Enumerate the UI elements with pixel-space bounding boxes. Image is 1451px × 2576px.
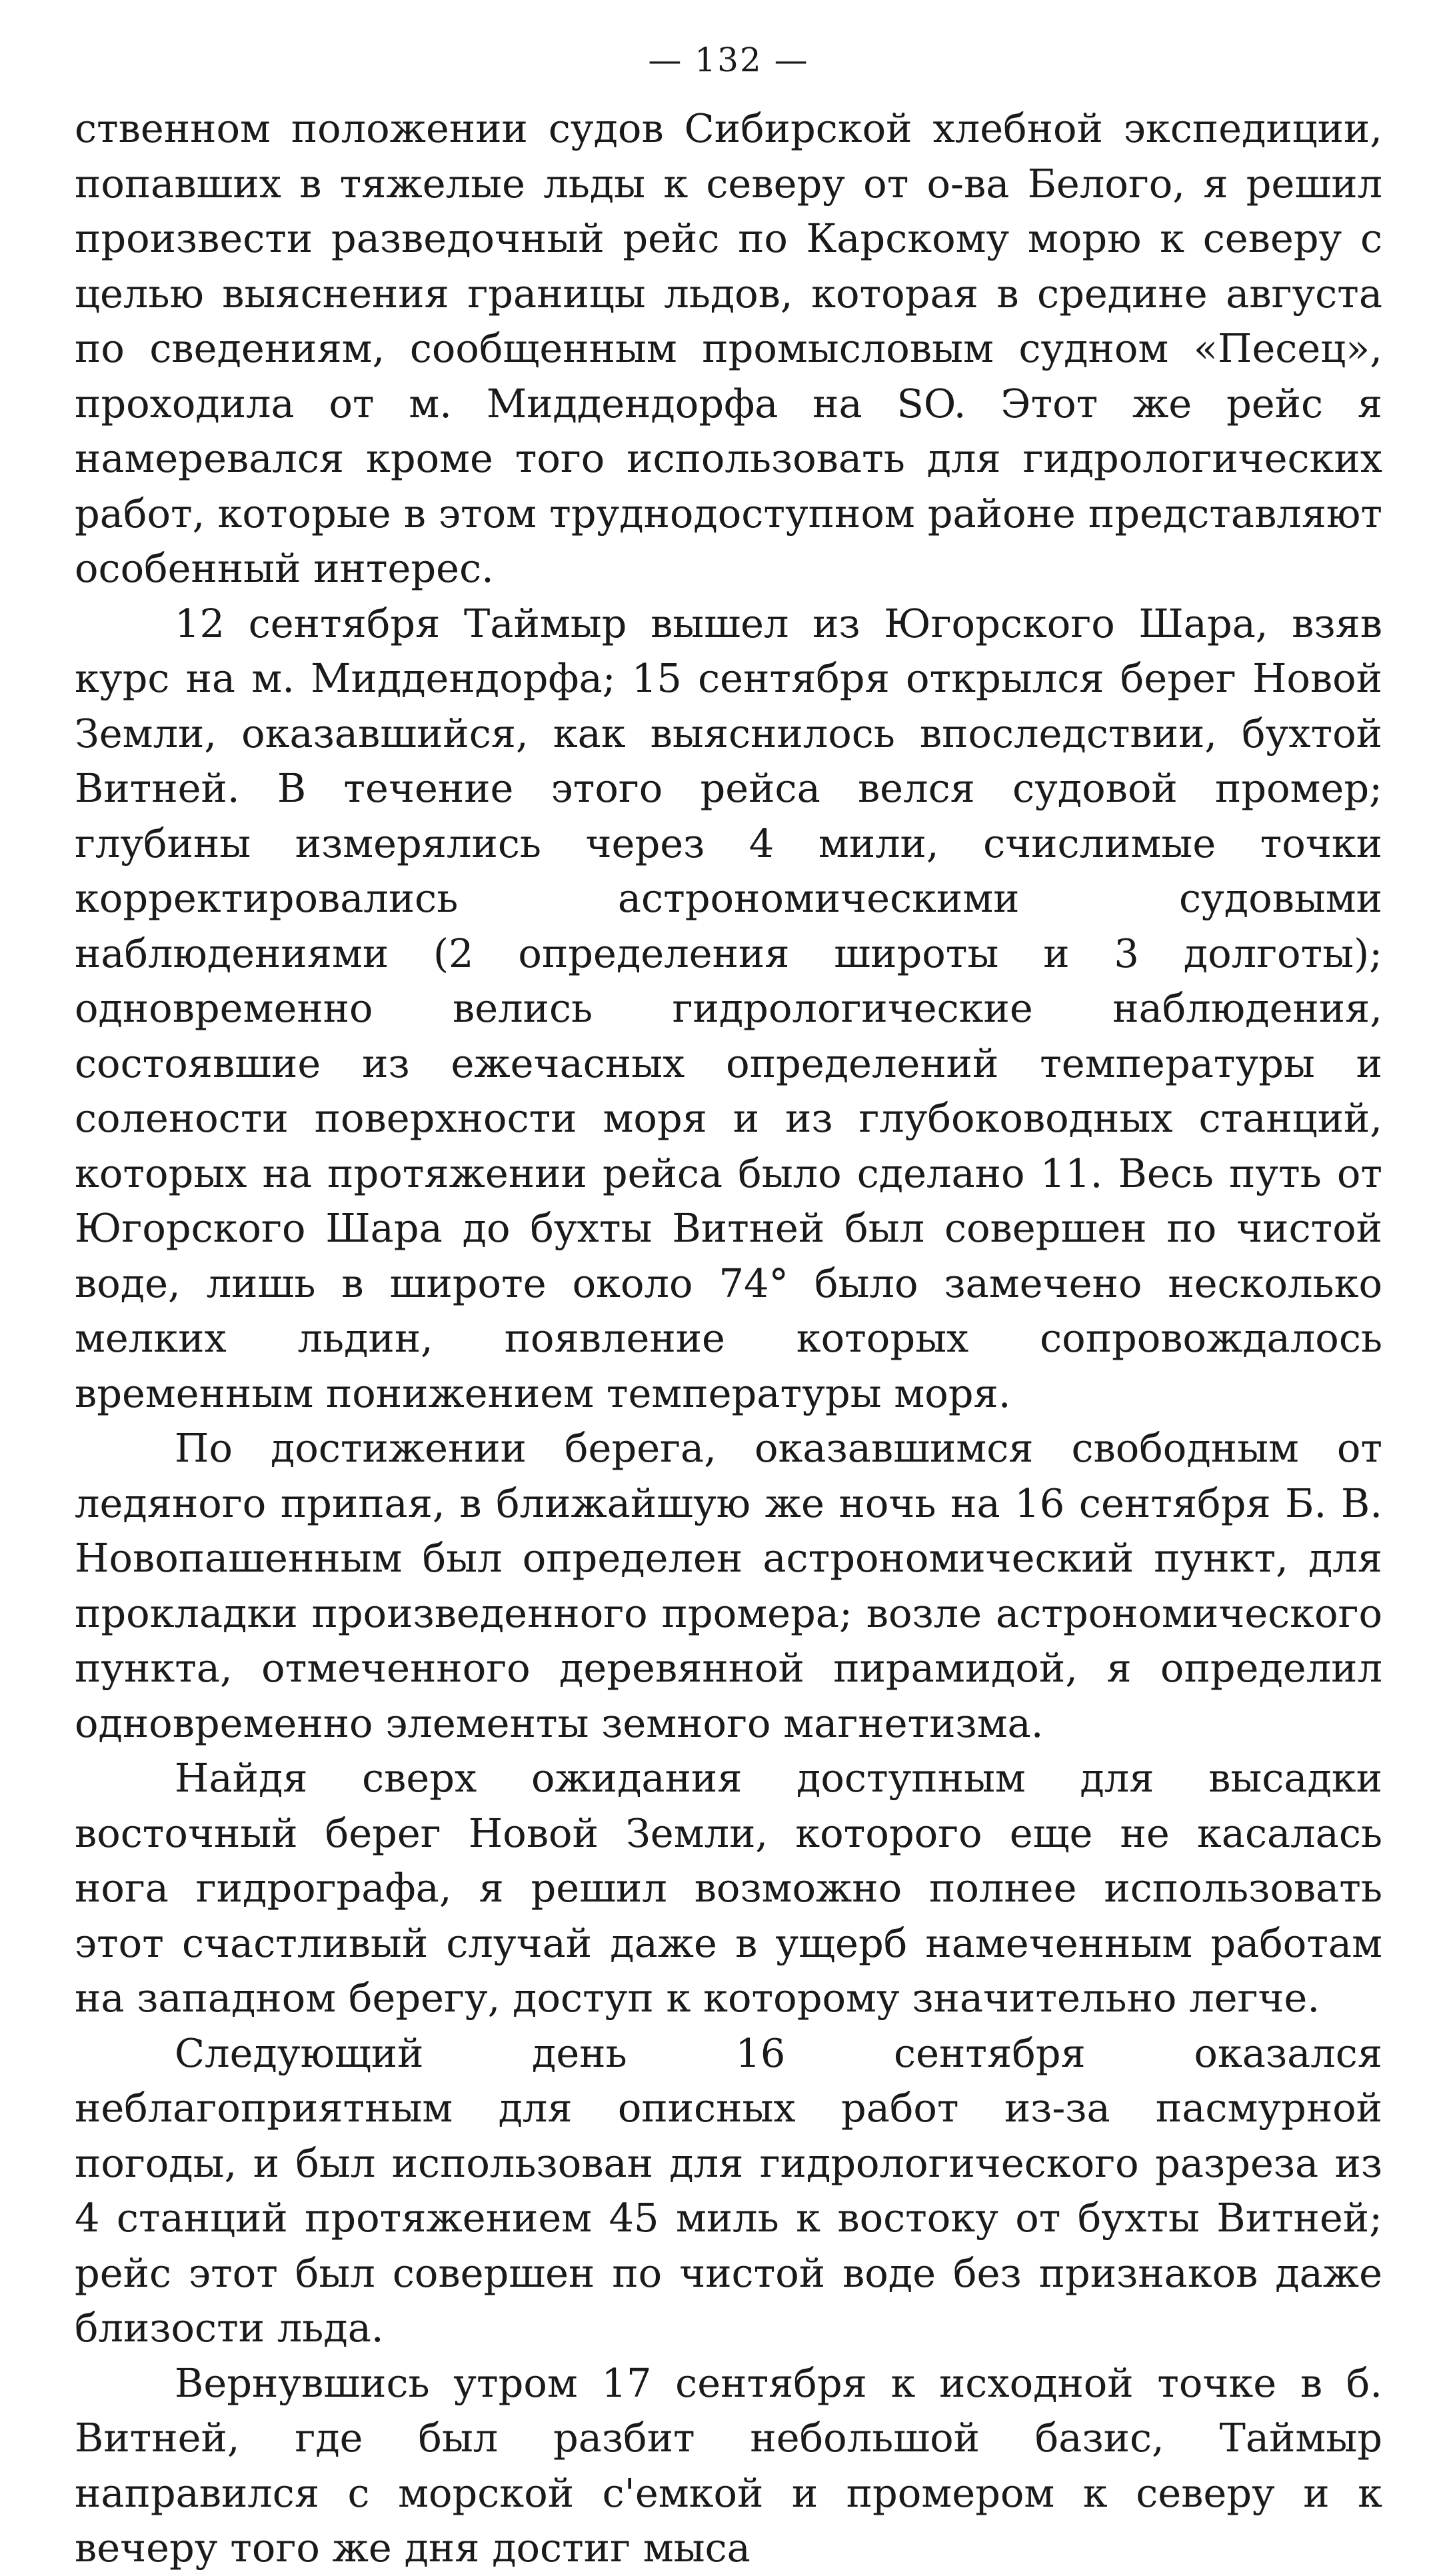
paragraph-3: По достижении берега, оказавшимся свободным от ледяного припая, в ближайшую же ночь на 16 сентября Б. В. Новопашенным был определен астрономический пункт, для прокладки произведенного промера; возле астрономического пункта, отмеченного деревянной пирамидой, я определил одновременно элементы земного магнетизма. [75,1425,1382,1746]
page-number: — 132 — [648,41,809,79]
paragraph-4: Найдя сверх ожидания доступным для высадки восточный берег Новой Земли, которого еще не касалась нога гидрографа, я решил возможно полнее использовать этот счастливый случай даже в ущерб намеченным работам на западном берегу, доступ к которому значительно легче. [75,1755,1382,2021]
document-page [75,27,1382,2576]
paragraph-2: 12 сентября Таймыр вышел из Югорского Шара, взяв курс на м. Миддендорфа; 15 сентября открылся берег Новой Земли, оказавшийся, как выяснилось впоследствии, бухтой Витней. В течение этого рейса велся судовой промер; глубины измерялись через 4 мили, счислимые точки корректировались астрономическими судовыми наблюдениями (2 определения широты и 3 долготы); одновременно велись гидрологические наблюдения, состоявшие из ежечасных определений температуры и солености поверхности моря и из глубоководных станций, которых на протяжении рейса было сделано 11. Весь путь от Югорского Шара до бухты Витней был совершен по чистой воде, лишь в широте около 74° было замечено несколько мелких льдин, появление которых сопровождалось временным понижением температуры моря. [75,600,1382,1416]
paragraph-1: ственном положении судов Сибирской хлебной экспедиции, попавших в тяжелые льды к северу от о-ва Белого, я решил произвести разведочный рейс по Карскому морю к северу с целью выяснения границы льдов, которая в средине августа по сведениям, сообщенным промысловым судном «Песец», проходила от м. Миддендорфа на SO. Этот же рейс я намеревался кроме того использовать для гидрологических работ, которые в этом труднодоступном районе представляют особенный интерес. [75,105,1382,591]
paragraph-6: Вернувшись утром 17 сентября к исходной точке в б. Витней, где был разбит небольшой базис, Таймыр направился с морской с'емкой и промером к северу и к вечеру того же дня достиг мыса [75,2359,1382,2571]
body-text [75,101,1382,2576]
paragraph-5: Следующий день 16 сентября оказался неблагоприятным для описных работ из-за пасмурной погоды, и был использован для гидрологического разреза из 4 станций протяжением 45 миль к востоку от бухты Витней; рейс этот был совершен по чистой воде без признаков даже близости льда. [75,2029,1382,2351]
